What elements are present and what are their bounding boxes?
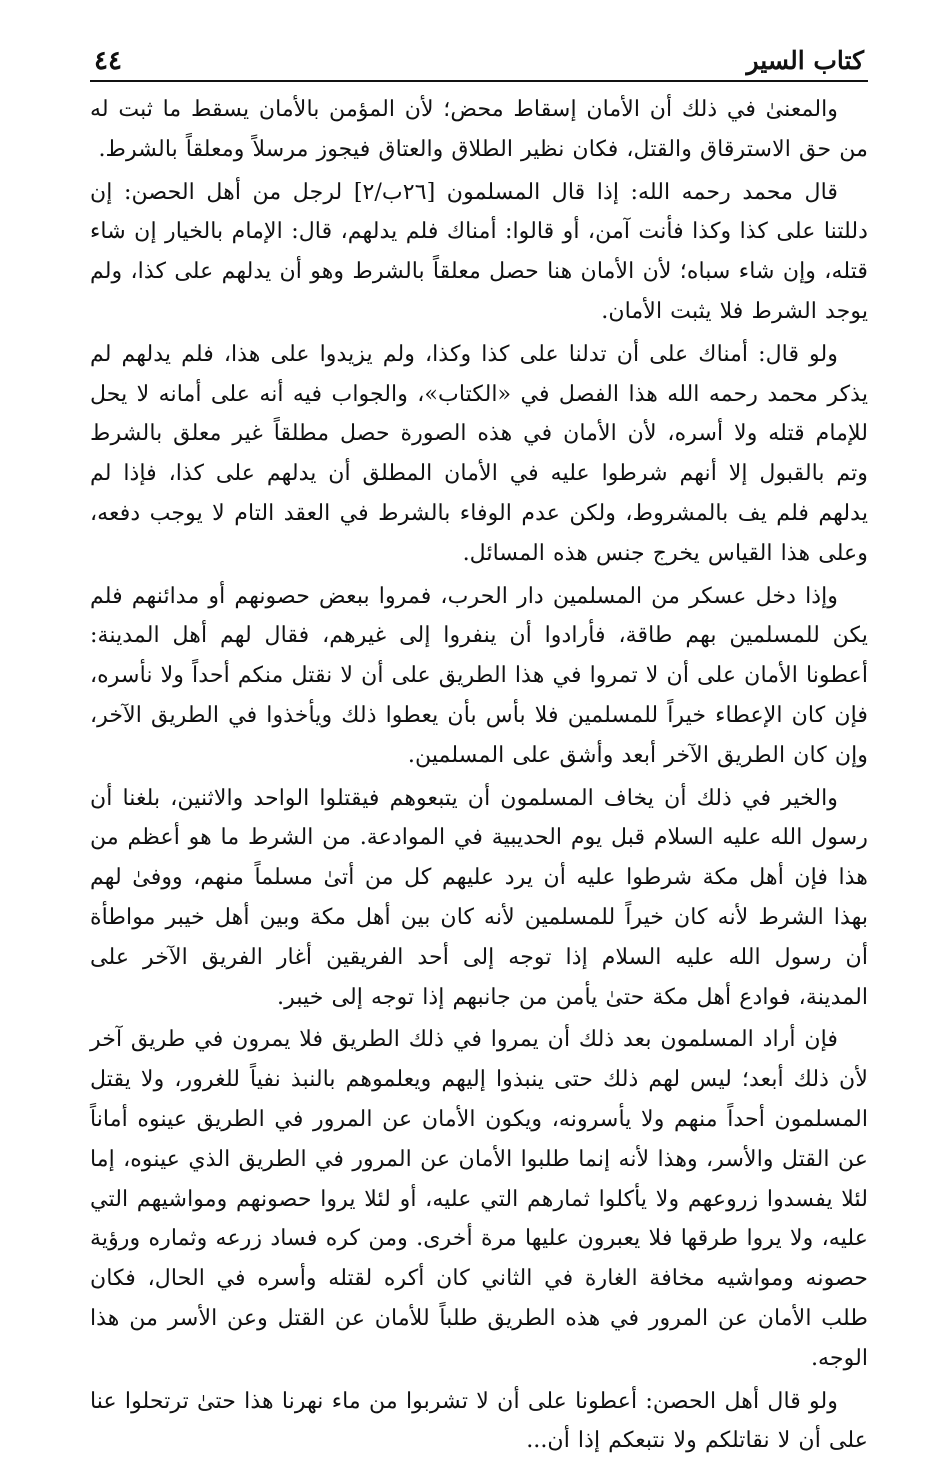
document-page	[90, 28, 868, 1461]
running-title: كتاب السير	[746, 46, 864, 76]
paragraph: ولو قال: أمناك على أن تدلنا على كذا وكذا، ولم يزيدوا على هذا، فلم يدلهم لم يذكر محمد رحمه الله هذا الفصل في «الكتاب»، والجواب فيه أنه على أمانه لا يحل للإمام قتله ولا أسره، لأن الأمان في هذه الصورة حصل مطلقاً غير معلق بالشرط وتم بالقبول إلا أنهم شرطوا عليه في الأمان المطلق أن يدلهم على كذا، فإذا لم يدلهم فلم يف بالمشروط، ولكن عدم الوفاء بالشرط في العقد التام لا يوجب دفعه، وعلى هذا القياس يخرج جنس هذه المسائل.	[90, 335, 868, 574]
paragraph: وإذا دخل عسكر من المسلمين دار الحرب، فمروا ببعض حصونهم أو مدائنهم فلم يكن للمسلمين بهم طاقة، فأرادوا أن ينفروا إلى غيرهم، فقال لهم أهل المدينة: أعطونا الأمان على أن لا تمروا في هذا الطريق على أن لا نقتل منكم أحداً ولا نأسره، فإن كان الإعطاء خيراً للمسلمين فلا بأس بأن يعطوا ذلك ويأخذوا في الطريق الآخر، وإن كان الطريق الآخر أبعد وأشق على المسلمين.	[90, 577, 868, 776]
body-text	[90, 82, 868, 1461]
paragraph: ولو قال أهل الحصن: أعطونا على أن لا تشربوا من ماء نهرنا هذا حتىٰ ترتحلوا عنا على أن لا نقاتلكم ولا نتبعكم إذا أن...	[90, 1382, 868, 1461]
paragraph: فإن أراد المسلمون بعد ذلك أن يمروا في ذلك الطريق فلا يمرون في طريق آخر لأن ذلك أبعد؛ ليس لهم ذلك حتى ينبذوا إليهم ويعلموهم بالنبذ نفياً للغرور، ولا يقتل المسلمون أحداً منهم ولا يأسرونه، ويكون الأمان عن المرور في الطريق عينوه أماناً عن القتل والأسر، وهذا لأنه إنما طلبوا الأمان عن المرور في الطريق الذي عينوه، إما لئلا يفسدوا زروعهم ولا يأكلوا ثمارهم التي عليه، أو لئلا يروا حصونهم ومواشيهم التي عليه، ولا يروا طرقها فلا يعبرون عليها مرة أخرى. ومن كره فساد زرعه وثماره ورؤية حصونه ومواشيه مخافة الغارة في الثاني كان أكره لقتله وأسره في الحال، فكان طلب الأمان عن المرور في هذه الطريق طلباً للأمان عن القتل وعن الأسر من هذا الوجه.	[90, 1020, 868, 1378]
page-header	[90, 28, 868, 82]
paragraph: والخير في ذلك أن يخاف المسلمون أن يتبعوهم فيقتلوا الواحد والاثنين، بلغنا أن رسول الله عليه السلام قبل يوم الحديبية في الموادعة. من الشرط ما هو أعظم من هذا فإن أهل مكة شرطوا عليه أن يرد عليهم كل من أتىٰ مسلماً منهم، ووفىٰ لهم بهذا الشرط لأنه كان خيراً للمسلمين لأنه كان بين أهل مكة وبين أهل خيبر مواطأة أن رسول الله عليه السلام إذا توجه إلى أحد الفريقين أغار الفريق الآخر على المدينة، فوادع أهل مكة حتىٰ يأمن من جانبهم إذا توجه إلى خيبر.	[90, 779, 868, 1018]
page-number: ٤٤	[94, 46, 122, 76]
paragraph: قال محمد رحمه الله: إذا قال المسلمون [٢٦ب/٢] لرجل من أهل الحصن: إن دللتنا على كذا وكذا فأنت آمن، أو قالوا: أمناك فلم يدلهم، قال: الإمام بالخيار إن شاء قتله، وإن شاء سباه؛ لأن الأمان هنا حصل معلقاً بالشرط وهو أن يدلهم على كذا، ولم يوجد الشرط فلا يثبت الأمان.	[90, 173, 868, 332]
paragraph: والمعنىٰ في ذلك أن الأمان إسقاط محض؛ لأن المؤمن بالأمان يسقط ما ثبت له من حق الاسترقاق والقتل، فكان نظير الطلاق والعتاق فيجوز مرسلاً ومعلقاً بالشرط.	[90, 90, 868, 170]
